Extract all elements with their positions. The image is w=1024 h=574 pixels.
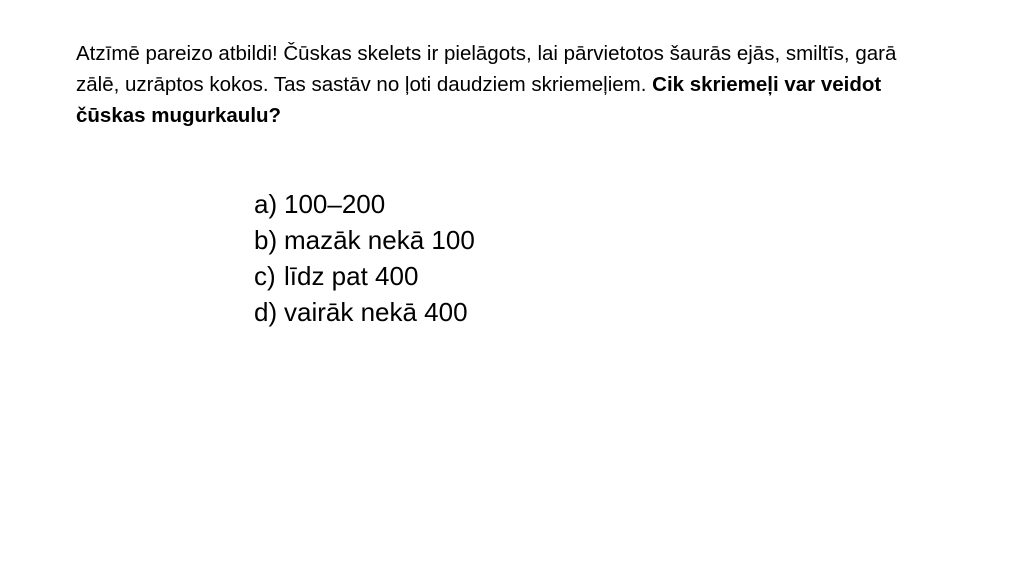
option-text: mazāk nekā 100 [284, 225, 475, 255]
answer-option-a[interactable] [254, 186, 475, 222]
option-letter: b) [254, 225, 278, 255]
option-letter: d) [254, 297, 278, 327]
option-text: līdz pat 400 [284, 261, 419, 291]
question-bold: Cik skriemeļi var veidot čūskas mugurkaulu? [76, 73, 882, 127]
answer-option-d[interactable] [254, 294, 475, 330]
answer-option-b[interactable] [254, 222, 475, 258]
option-text: 100–200 [284, 189, 386, 219]
answer-option-c[interactable] [254, 258, 475, 294]
answer-options [254, 186, 475, 330]
option-text: vairāk nekā 400 [284, 297, 468, 327]
question-intro: Atzīmē pareizo atbildi! Čūskas skelets ir pielāgots, lai pārvietotos šaurās ejās, smiltīs, garā zālē, uzrāptos kokos. Tas sastāv no ļoti daudziem skriemeļiem. [76, 42, 897, 96]
question-text [76, 38, 926, 131]
option-letter: a) [254, 189, 278, 219]
option-letter: c) [254, 261, 276, 291]
